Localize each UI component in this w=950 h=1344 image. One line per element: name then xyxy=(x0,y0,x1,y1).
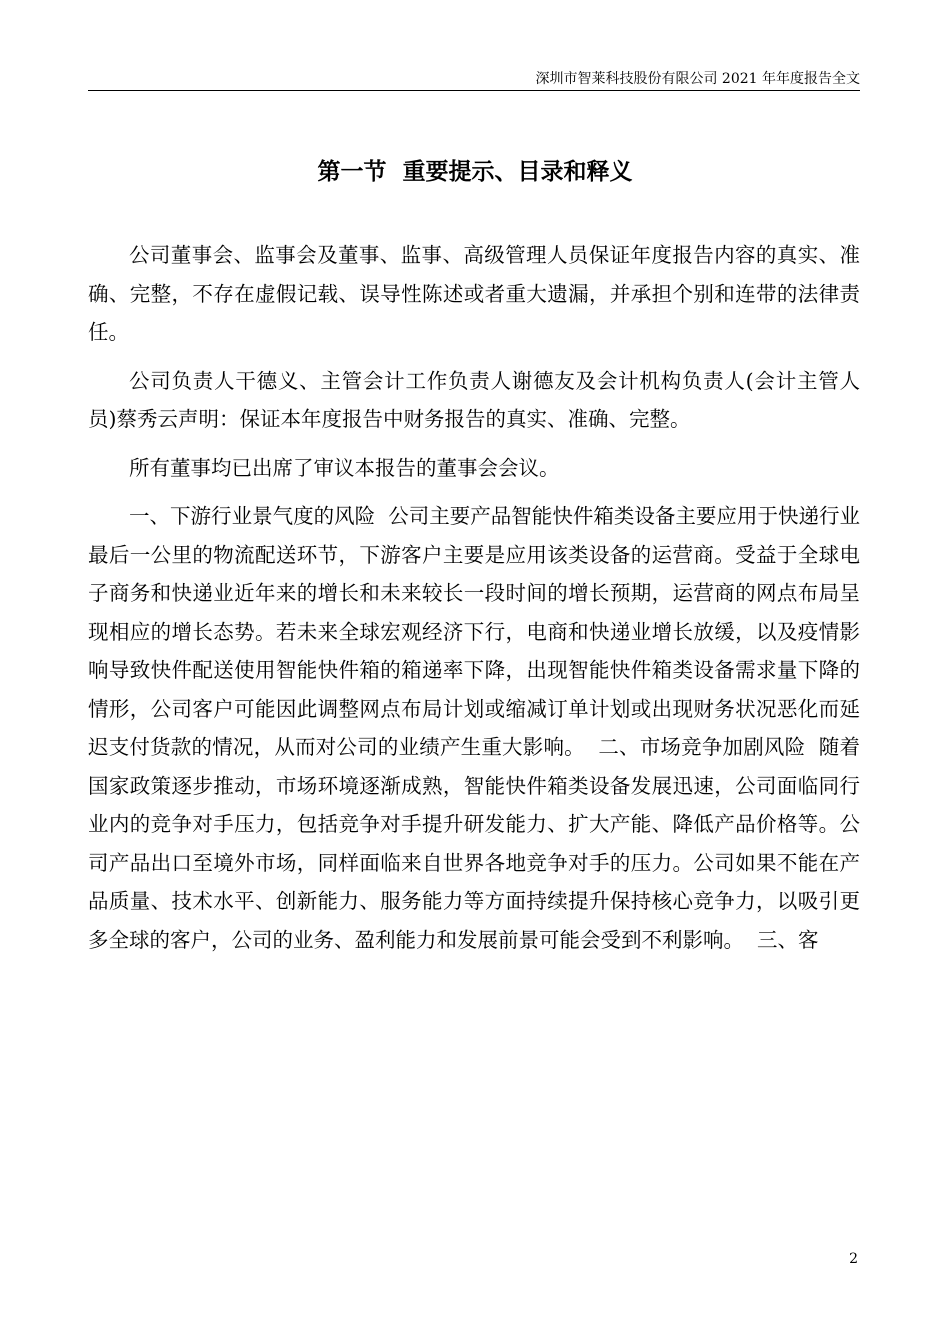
page-number: 2 xyxy=(849,1251,858,1267)
paragraph-financial-declaration: 公司负责人干德义、主管会计工作负责人谢德友及会计机构负责人(会计主管人员)蔡秀云声明：保证本年度报告中财务报告的真实、准确、完整。 xyxy=(88,368,860,431)
paragraph-board-attendance: 所有董事均已出席了审议本报告的董事会会议。 xyxy=(129,455,560,480)
header-divider xyxy=(88,90,860,91)
paragraph-risk-factors: 一、下游行业景气度的风险 公司主要产品智能快件箱类设备主要应用于快递行业最后一公里的物流配送环节，下游客户主要是应用该类设备的运营商。受益于全球电子商务和快递业近年来的增长和未来较长一段时间的增长预期，运营商的网点布局呈现相应的增长态势。若未来全球宏观经济下行，电商和快递业增长放缓，以及疫情影响导致快件配送使用智能快件箱的箱递率下降，出现智能快件箱类设备需求量下降的情形，公司客户可能因此调整网点布局计划或缩减订单计划或出现财务状况恶化而延迟支付货款的情况，从而对公司的业绩产生重大影响。 二、市场竞争加剧风险 随着国家政策逐步推动，市场环境逐渐成熟，智能快件箱类设备发展迅速，公司面临同行业内的竞争对手压力，包括竞争对手提升研发能力、扩大产能、降低产品价格等。公司产品出口至境外市场，同样面临来自世界各地竞争对手的压力。公司如果不能在产品质量、技术水平、创新能力、服务能力等方面持续提升保持核心竞争力，以吸引更多全球的客户，公司的业务、盈利能力和发展前景可能会受到不利影响。 三、客 xyxy=(88,504,860,952)
section-title: 第一节 重要提示、目录和释义 xyxy=(317,159,633,185)
running-header: 深圳市智莱科技股份有限公司 2021 年年度报告全文 xyxy=(535,71,860,87)
document-body xyxy=(88,236,860,969)
paragraph-responsibility-statement: 公司董事会、监事会及董事、监事、高级管理人员保证年度报告内容的真实、准确、完整，不存在虚假记载、误导性陈述或者重大遗漏，并承担个别和连带的法律责任。 xyxy=(88,243,860,344)
